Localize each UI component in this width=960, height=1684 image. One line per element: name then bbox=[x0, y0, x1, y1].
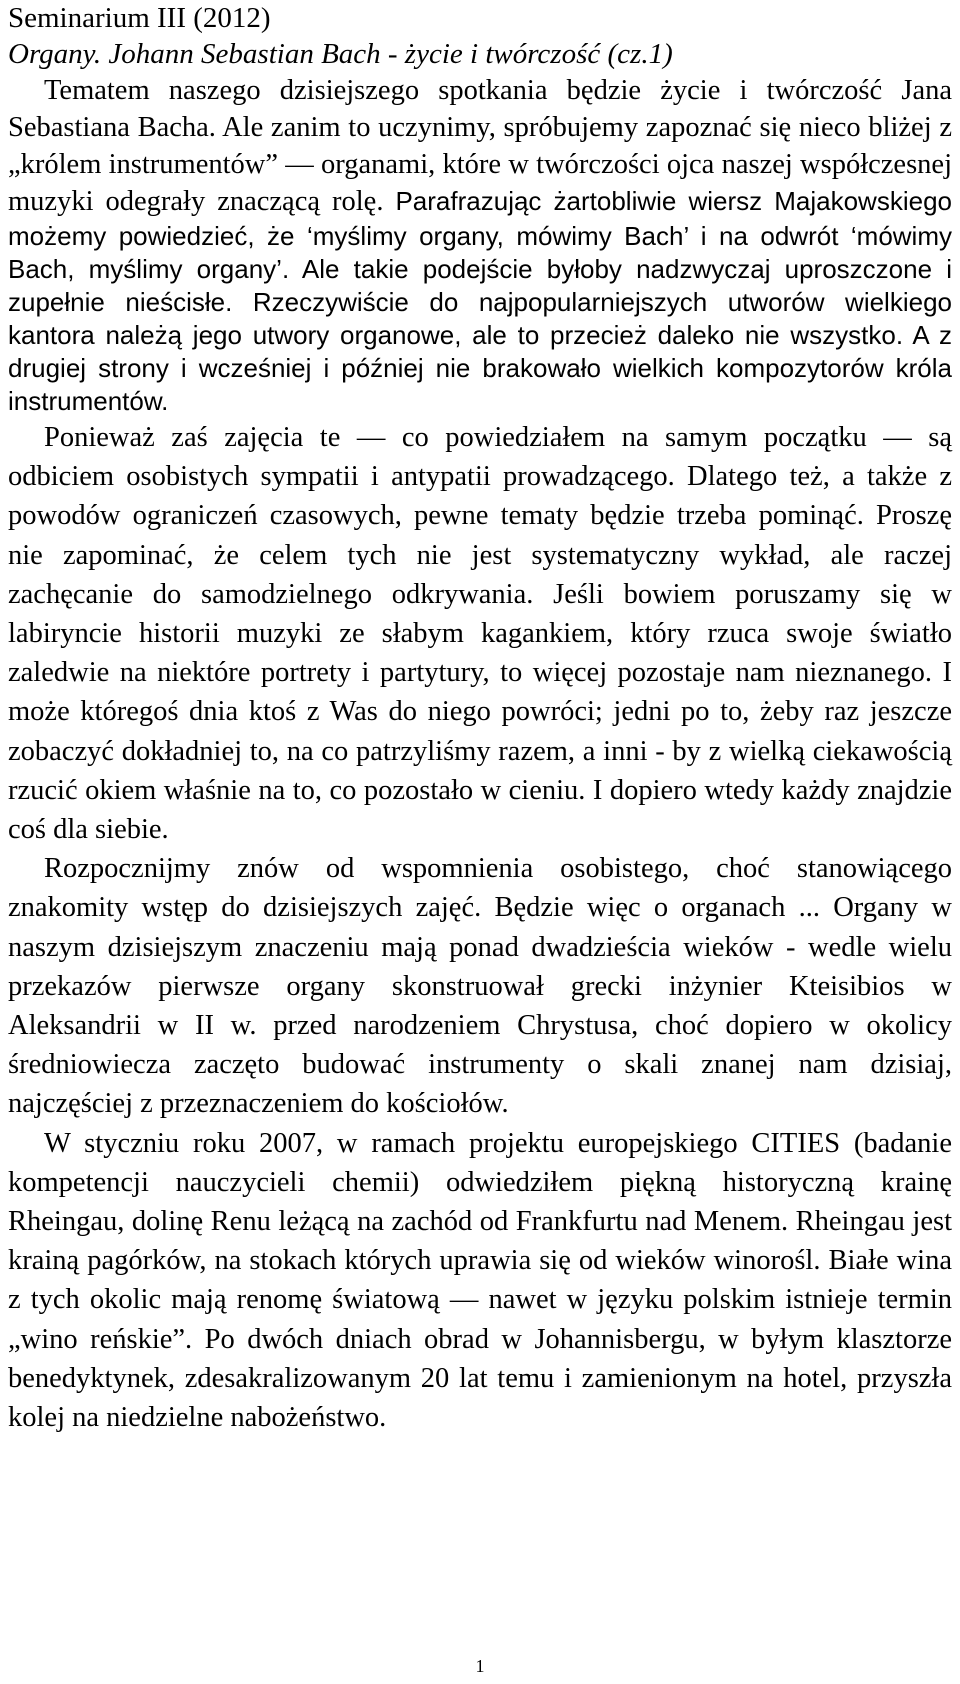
document-subtitle: Organy. Johann Sebastian Bach - życie i twórczość (cz.1) bbox=[8, 38, 673, 70]
document-page bbox=[8, 0, 952, 1437]
paragraph-4: W styczniu roku 2007, w ramach projektu europejskiego CITIES (badanie kompetencji nauczycieli chemii) odwiedziłem piękną historyczną krainę Rheingau, dolinę Renu leżącą na zachód od Frankfurtu nad Menem. Rheingau jest krainą pagórków, na stokach których uprawia się od wieków winorośl. Białe wina z tych okolic mają renomę światową — nawet w języku polskim istnieje termin „wino reńskie”. Po dwóch dniach obrad w Johannisbergu, w byłym klasztorze benedyktynek, zdesakralizowanym 20 lat temu i zamienionym na hotel, przyszła kolej na niedzielne nabożeństwo. bbox=[8, 1127, 952, 1434]
page-number: 1 bbox=[475, 1656, 485, 1676]
paragraph-intro-sans-text: Parafrazując żartobliwie wiersz Majakowskiego możemy powiedzieć, że ‘myślimy organy, mówimy Bach’ i na odwrót ‘mówimy Bach, myślimy organy’. Ale takie podejście byłoby nadzwyczaj uproszczone i zupełnie nieścisłe. Rzeczywiście do najpopularniejszych utworów wielkiego kantora należą jego utwory organowe, ale to przecież daleko nie wszystko. A z drugiej strony i wcześniej i później nie brakowało wielkich kompozytorów króla instrumentów. bbox=[8, 186, 952, 416]
document-header: Seminarium III (2012) bbox=[8, 2, 271, 34]
paragraph-intro bbox=[8, 72, 952, 418]
paragraph-intro-serif-text: Tematem naszego dzisiejszego spotkania będzie życie i twórczość Jana Sebastiana Bacha. Ale zanim to uczynimy, spróbujemy zapoznać się nieco bliżej z „królem instrumentów” — organami, które w twórczości ojca naszej współczesnej muzyki odegrały znaczącą rolę. bbox=[8, 75, 952, 217]
paragraph-2: Ponieważ zaś zajęcia te — co powiedziałem na samym początku — są odbiciem osobistych sympatii i antypatii prowadzącego. Dlatego też, a także z powodów ograniczeń czasowych, pewne tematy będzie trzeba pominąć. Proszę nie zapominać, że celem tych nie jest systematyczny wykład, ale raczej zachęcanie do samodzielnego odkrywania. Jeśli bowiem poruszamy się w labiryncie historii muzyki ze słabym kagankiem, który rzuca swoje światło zaledwie na niektóre portrety i partytury, to więcej pozostaje nam nieznanego. I może któregoś dnia ktoś z Was do niego powróci; jedni po to, żeby raz jeszcze zobaczyć dokładniej to, na co patrzyliśmy razem, a inni - by z wielką ciekawością rzucić okiem właśnie na to, co pozostało w cieniu. I dopiero wtedy każdy znajdzie coś dla siebie. bbox=[8, 422, 952, 846]
paragraph-3: Rozpocznijmy znów od wspomnienia osobistego, choć stanowiącego znakomity wstęp do dzisiejszych zajęć. Będzie więc o organach ... Organy w naszym dzisiejszym znaczeniu mają ponad dwadzieścia wieków - wedle wielu przekazów pierwsze organy skonstruował grecki inżynier Kteisibios w Aleksandrii w II w. przed narodzeniem Chrystusa, choć dopiero w okolicy średniowiecza zaczęto budować instrumenty o skali znanej nam dzisiaj, najczęściej z przeznaczeniem do kościołów. bbox=[8, 853, 952, 1120]
